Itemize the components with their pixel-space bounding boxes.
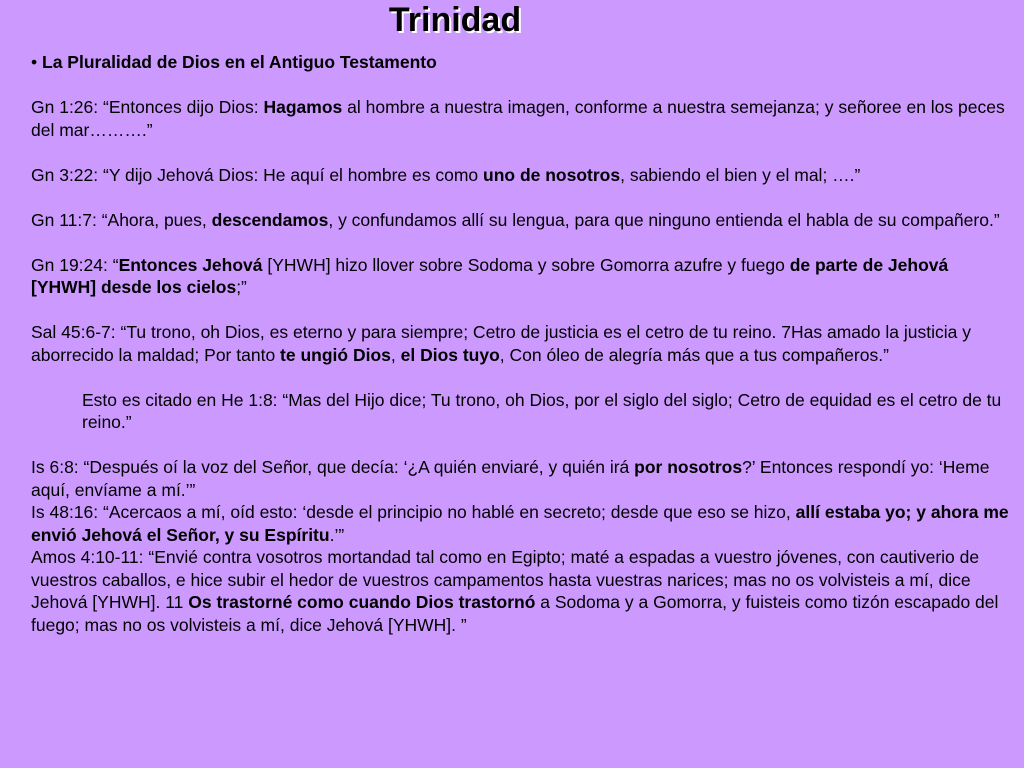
verse-text: Gn 19:24: “ [31,254,119,275]
verse-emphasis: allí estaba yo; y ahora me envió Jehová el Señor, y su Espíritu [31,502,1009,545]
paragraph-spacer [31,141,1016,164]
verse-text: Gn 1:26: “Entonces dijo Dios: [31,97,264,117]
verse-text: Gn 3:22: “Y dijo Jehová Dios: He aquí el hombre es como [31,164,484,185]
verse-gn-19-24 [31,254,1016,299]
verse-emphasis: por nosotros [634,457,743,477]
slide-title: Trinidad [388,1,522,39]
verse-text: ?’ Entonces respondí yo: ‘Heme aquí, envíame a mí.’” [31,457,990,500]
paragraph-spacer [31,299,1016,322]
paragraph-spacer [31,231,1016,254]
verse-text: Esto es citado en He 1:8: “Mas del Hijo dice; Tu trono, oh Dios, por el siglo del siglo; Cetro de equidad es el cetro de tu reino.” [82,389,1002,432]
paragraph-spacer [31,434,1016,457]
paragraph-spacer [31,186,1016,209]
slide-content [31,51,1016,636]
verse-is-48-16 [31,501,1016,546]
verse-text: Gn 11:7: “Ahora, pues, [31,209,212,230]
verse-emphasis: descendamos [211,209,329,230]
verse-gn-3-22 [31,164,1016,187]
verse-is-6-8 [31,456,1016,501]
verse-text: , Con óleo de alegría más que a tus compañeros.” [499,344,889,365]
verse-emphasis: Hagamos [263,97,343,117]
paragraph-spacer [31,74,1016,97]
verse-text: , y confundamos allí su lengua, para que ninguno entienda el habla de su compañero.” [328,209,1000,230]
verse-text: Is 6:8: “Después oí la voz del Señor, que decía: ‘¿A quién enviaré, y quién irá [31,457,635,477]
verse-text: , [390,344,401,365]
verse-text: , sabiendo el bien y el mal; ….” [620,164,861,185]
verse-gn-11-7 [31,209,1016,232]
verse-text: Amos 4:10-11: “Envié contra vosotros mortandad tal como en Egipto; maté a espadas a vuestro jóvenes, con cautiverio de vuestros caballos, e hice subir el hedor de vuestros campamentos hasta vuestras narices; mas no os volvisteis a mí, dice Jehová [YHWH]. 11 [31,547,980,612]
bullet: • [31,52,38,72]
verse-gn-1-26 [31,96,1016,141]
verse-he-1-8 [31,389,1016,434]
verse-text: a Sodoma y a Gomorra, y fuisteis como tizón escapado del fuego; mas no os volvisteis a mí, dice Jehová [YHWH]. ” [31,592,999,635]
verse-emphasis: uno de nosotros [483,164,621,185]
verse-text: Is 48:16: “Acercaos a mí, oíd esto: ‘desde el principio no hablé en secreto; desde que eso se hizo, [31,502,796,522]
verse-emphasis: te ungió Dios [280,344,391,365]
verse-emphasis: el Dios tuyo [400,344,500,365]
verse-text: .’” [329,524,345,545]
verse-emphasis: de parte de Jehová [YHWH] desde los cielos [31,254,949,297]
verse-text: al hombre a nuestra imagen, conforme a nuestra semejanza; y señoree en los peces del mar……….” [31,97,1005,140]
verse-text: Sal 45:6-7: “Tu trono, oh Dios, es eterno y para siempre; Cetro de justicia es el cetro de tu reino. 7Has amado la justicia y aborrecido la maldad; Por tanto [31,322,971,365]
verse-emphasis: Os trastorné como cuando Dios trastornó [188,592,536,612]
subtitle-text: La Pluralidad de Dios en el Antiguo Testamento [42,52,437,72]
verse-amos-4-10-11 [31,546,1016,636]
verse-sal-45-6-7 [31,321,1016,366]
subtitle-line [31,51,1016,74]
paragraph-spacer [31,366,1016,389]
verse-list [31,74,1016,637]
verse-text: [YHWH] hizo llover sobre Sodoma y sobre Gomorra azufre y fuego [262,254,790,275]
verse-emphasis: Entonces Jehová [118,254,263,275]
verse-text: ;” [236,277,247,297]
